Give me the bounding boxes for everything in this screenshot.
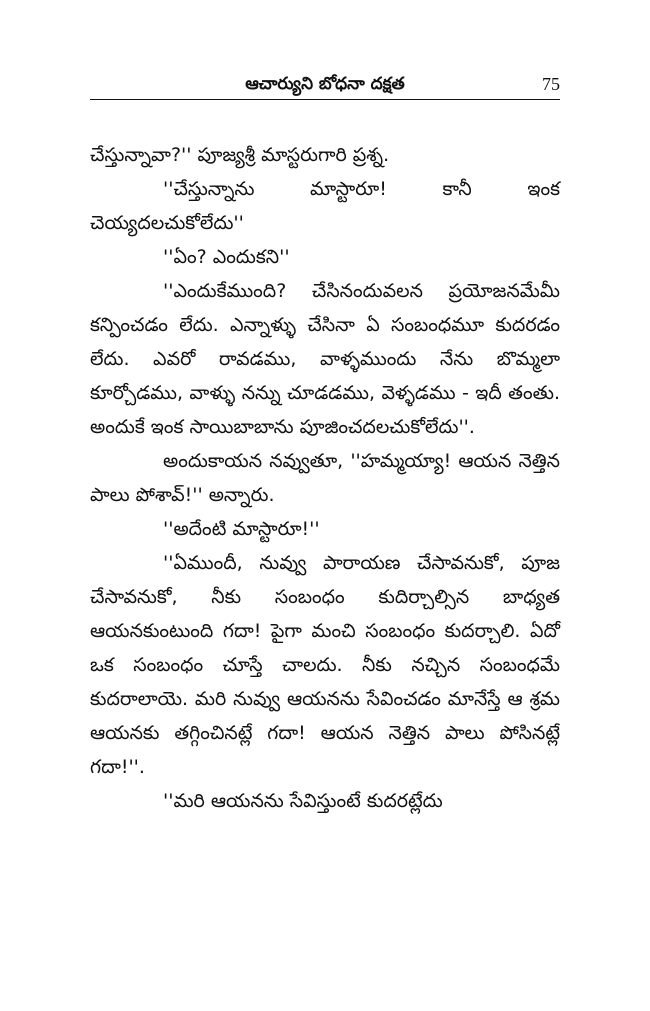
paragraph: ''ఏముందీ, నువ్వు పారాయణ చేసావనుకో, పూజ చేసావనుకో, నీకు సంబంధం కుదిర్చాల్సిన బాధ్యత ఆయనకుంటుంది గదా! పైగా మంచి సంబంధం కుదర్చాలి. ఏదో ఒక సంబంధం చూస్తే చాలదు. నీకు నచ్చిన సంబంధమే కుదరాలాయె. మరి నువ్వు ఆయనను సేవించడం మానేస్తే ఆ శ్రమ ఆయనకు తగ్గించినట్లే గదా! ఆయన నెత్తిన పాలు పోసినట్లే గదా!''. (90, 552, 560, 778)
running-header (90, 70, 560, 100)
paragraph-continuation: చేస్తున్నావా?'' పూజ్యశ్రీ మాస్టరుగారి ప్రశ్న. (90, 144, 390, 166)
paragraph: ''మరి ఆయనను సేవిస్తుంటే కుదరట్లేదు (163, 790, 443, 812)
chapter-title: ఆచార్యుని బోధనా దక్షత (245, 74, 405, 94)
page-body (90, 138, 560, 818)
page-number: 75 (542, 74, 560, 94)
paragraph: ''ఎందుకేముంది? చేసినందువలన ప్రయోజనమేమీ కన్పించడం లేదు. ఎన్నాళ్ళు చేసినా ఏ సంబంధమూ కుదరడం లేదు. ఎవరో రావడము, వాళ్ళముందు నేను బొమ్మలా కూర్చోడము, వాళ్ళు నన్ను చూడడము, వెళ్ళడము - ఇదీ తంతు. అందుకే ఇంక సాయిబాబాను పూజించదలచుకోలేదు''. (90, 280, 560, 438)
paragraph: అందుకాయన నవ్వుతూ, ''హమ్మయ్యా! ఆయన నెత్తిన పాలు పోశావ్!'' అన్నారు. (90, 450, 560, 506)
paragraph: ''చేస్తున్నాను మాస్టారూ! కానీ ఇంక చెయ్యదలచుకోలేదు'' (90, 178, 560, 234)
paragraph: ''ఏం? ఎందుకని'' (163, 246, 290, 268)
header-divider (90, 99, 560, 100)
paragraph: ''అదేంటి మాస్టారూ!'' (163, 518, 320, 540)
